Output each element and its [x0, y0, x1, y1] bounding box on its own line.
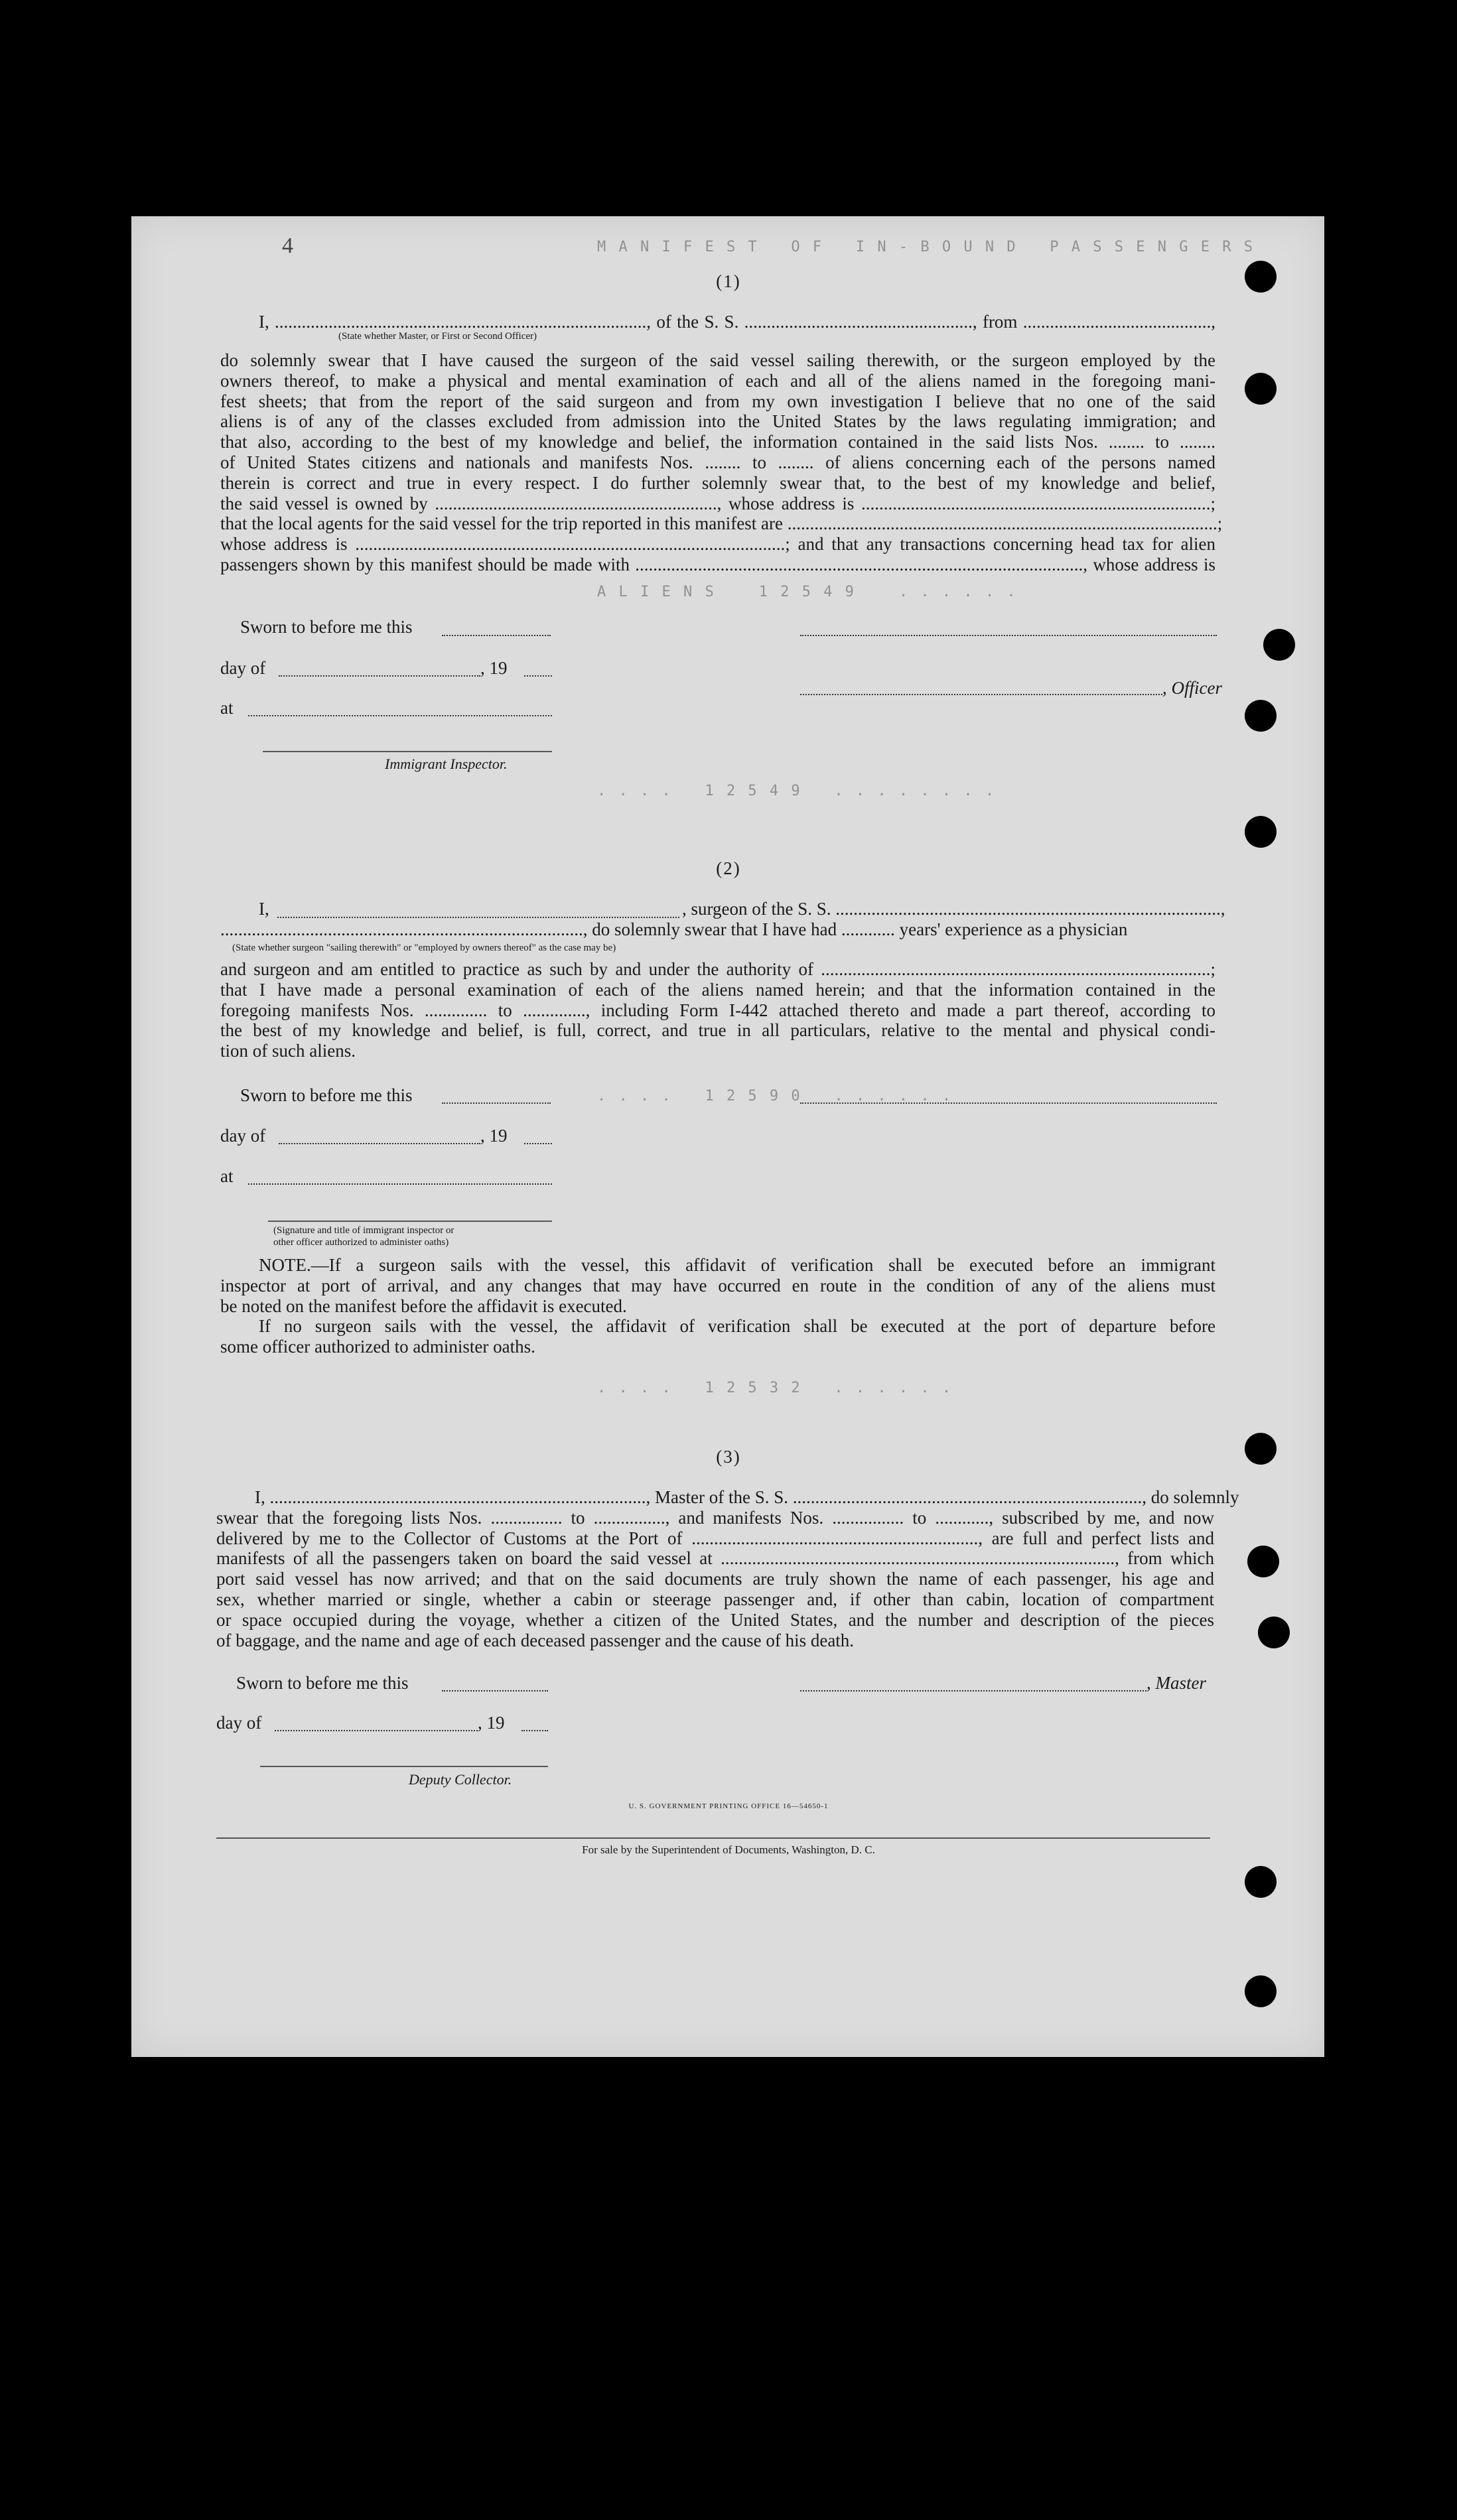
- official-sig-line: [268, 1221, 552, 1222]
- surgeon-caption: (State whether surgeon "sailing therewith" or "employed by owners thereof" as the case may be): [232, 943, 616, 953]
- year-blank-3: [521, 1730, 548, 1731]
- bleed-through-text: M A N I F E S T O F I N - B O U N D P A S S E N G E R S: [597, 239, 1255, 255]
- sworn-label: Sworn to before me this: [240, 617, 413, 637]
- sig-caption-1: (Signature and title of immigrant inspector or: [273, 1225, 454, 1236]
- s2-line: tion of such aliens.: [220, 1041, 356, 1061]
- at-label: at: [220, 698, 234, 718]
- note-line: If no surgeon sails with the vessel, the affidavit of verification shall be executed at the port of departure before: [259, 1316, 1215, 1336]
- note-line: be noted on the manifest before the affidavit is executed.: [220, 1295, 627, 1316]
- s2-line: that I have made a personal examination of each of the aliens named herein; and that the information contained in the: [220, 979, 1215, 1000]
- s1-line: that also, according to the best of my knowledge and belief, the information contained in the said lists Nos. ........ to ........: [220, 432, 1215, 452]
- collector-label: Deputy Collector.: [409, 1771, 512, 1788]
- surgeon-name-blank: [277, 917, 679, 918]
- note-line: NOTE.—If a surgeon sails with the vessel, this affidavit of verification shall be executed before an immigrant: [259, 1255, 1215, 1275]
- year-label: , 19: [480, 658, 508, 678]
- section-2-number: (2): [716, 858, 741, 878]
- s1-line: aliens is of any of the classes excluded from admission into the United States by the laws regulating immigration; and: [220, 411, 1215, 432]
- year-blank-2: [524, 1143, 552, 1144]
- s2-line: the best of my knowledge and belief, is full, correct, and true in all particulars, relative to the mental and physical condi-: [220, 1020, 1215, 1041]
- sale-notice: For sale by the Superintendent of Documents, Washington, D. C.: [582, 1843, 875, 1856]
- s1-line: of United States citizens and nationals and manifests Nos. ........ to ........ of aliens concerning each of the persons named: [220, 452, 1215, 472]
- day-label-3: day of: [216, 1713, 262, 1733]
- sworn-label-2: Sworn to before me this: [240, 1085, 413, 1105]
- binder-hole: [1245, 700, 1277, 732]
- binder-hole: [1245, 1866, 1277, 1898]
- s3-line: I, ...................................................................................., Master of the S. S. .............................................................................., do solemnly: [255, 1487, 1239, 1507]
- binder-hole: [1258, 1617, 1290, 1648]
- year-label-2: , 19: [480, 1126, 508, 1146]
- s1-line: passengers shown by this manifest should be made with ...................................................................................................., whose address is: [220, 555, 1215, 574]
- bleed-through-text: . . . . 1 2 5 4 9 . . . . . . . .: [597, 783, 997, 799]
- s1-line: fest sheets; that from the report of the said surgeon and from my own investigation I believe that no one of the said: [220, 391, 1215, 411]
- s3-line: swear that the foregoing lists Nos. ................ to ................, and manifests Nos. ................ to ............, subscribed by me, and now: [216, 1507, 1214, 1528]
- binder-hole: [1263, 629, 1295, 661]
- master-label: , Master: [1146, 1673, 1206, 1693]
- s3-line: of baggage, and the name and age of each deceased passenger and the cause of his death.: [216, 1630, 855, 1650]
- binder-hole: [1245, 816, 1277, 848]
- year-blank: [524, 675, 552, 677]
- at-label-2: at: [220, 1166, 234, 1186]
- day-label: day of: [220, 658, 266, 678]
- s3-line: port said vessel has now arrived; and that on the said documents are truly shown the name of each passenger, his age and: [216, 1569, 1214, 1589]
- sig-caption-2: other officer authorized to administer oaths): [273, 1237, 449, 1248]
- officer-caption: (State whether Master, or First or Second Officer): [338, 331, 537, 342]
- at-blank: [248, 715, 552, 716]
- inspector-label: Immigrant Inspector.: [385, 756, 508, 772]
- collector-sig-line: [260, 1766, 548, 1767]
- day-blank-2: [279, 1143, 480, 1144]
- at-blank-2: [248, 1183, 552, 1185]
- year-label-3: , 19: [478, 1713, 505, 1733]
- binder-hole: [1247, 1546, 1279, 1577]
- note-line: inspector at port of arrival, and any changes that may have occurred en route in the condition of any of the aliens must: [220, 1275, 1215, 1295]
- note-line: some officer authorized to administer oaths.: [220, 1336, 535, 1357]
- bleed-through-text: . . . . 1 2 5 3 2 . . . . . .: [597, 1380, 953, 1396]
- officer-label: , Officer: [1162, 678, 1222, 698]
- surgeon-i: I,: [259, 899, 269, 919]
- s3-line: manifests of all the passengers taken on board the said vessel at ........................................................................................, from which: [216, 1548, 1214, 1569]
- inspector-sig-line: [263, 751, 552, 752]
- binder-hole: [1245, 1975, 1277, 2007]
- s2-line: and surgeon and am entitled to practice as such by and under the authority of .......................................................................................;: [220, 959, 1215, 979]
- bleed-through-text: A L I E N S 1 2 5 4 9 . . . . . .: [597, 584, 1018, 600]
- officer-name-line: [800, 694, 1162, 695]
- day-blank-3: [275, 1730, 478, 1731]
- section-3-number: (3): [716, 1447, 741, 1467]
- s3-line: or space occupied during the voyage, whether a citizen of the United States, and the number and description of the pieces: [216, 1609, 1214, 1630]
- section-1-number: (1): [716, 271, 741, 291]
- bleed-through-text: . . . . 1 2 5 9 0 . . . . . .: [597, 1088, 953, 1104]
- officer-sig-line: [800, 635, 1217, 636]
- day-blank: [279, 675, 480, 677]
- footer-rule: [216, 1837, 1210, 1839]
- s1-line: I, ..................................................................................., of the S. S. ..................................................., from ..........................................,: [259, 312, 1215, 332]
- gpo-imprint: U. S. GOVERNMENT PRINTING OFFICE 16—54650-1: [628, 1802, 829, 1810]
- s2-line: foregoing manifests Nos. .............. to .............., including Form I-442 attached thereto and made a part thereof, according to: [220, 1000, 1215, 1020]
- surgeon-of-ss: , surgeon of the S. S. ......................................................................................,: [682, 899, 1225, 919]
- s1-line: owners thereof, to make a physical and mental examination of each and all of the aliens named in the foregoing mani-: [220, 370, 1215, 391]
- pencil-page-number: 4: [282, 233, 293, 258]
- master-sig-line: [800, 1690, 1146, 1691]
- surgeon-sig-line: [800, 1102, 1217, 1104]
- sworn-blank: [442, 635, 551, 636]
- surgeon-experience-line: ................................................................................., do solemnly swear that I have had ............ years' experience as a physician: [220, 919, 1128, 939]
- binder-hole: [1245, 373, 1277, 405]
- s3-line: delivered by me to the Collector of Customs at the Port of ................................................................, are full and perfect lists and: [216, 1528, 1214, 1548]
- sworn-label-3: Sworn to before me this: [236, 1673, 409, 1693]
- s1-line: do solemnly swear that I have caused the surgeon of the said vessel sailing therewith, or the surgeon employed by the: [220, 350, 1215, 370]
- s1-line: that the local agents for the said vessel for the trip reported in this manifest are ................................................................................................;: [220, 513, 1223, 534]
- s1-line: whose address is ................................................................................................; and that any transactions concerning head tax for alien: [220, 534, 1215, 555]
- s1-line: therein is correct and true in every respect. I do further solemnly swear that, to the best of my knowledge and belief,: [220, 472, 1215, 493]
- s3-line: sex, whether married or single, whether a cabin or steerage passenger and, if other than cabin, location of compartment: [216, 1589, 1214, 1609]
- sworn-blank-3: [442, 1690, 548, 1691]
- sworn-blank-2: [442, 1102, 551, 1104]
- day-label-2: day of: [220, 1126, 266, 1146]
- s1-line: the said vessel is owned by ..............................................................., whose address is ..............................................................................;: [220, 493, 1215, 513]
